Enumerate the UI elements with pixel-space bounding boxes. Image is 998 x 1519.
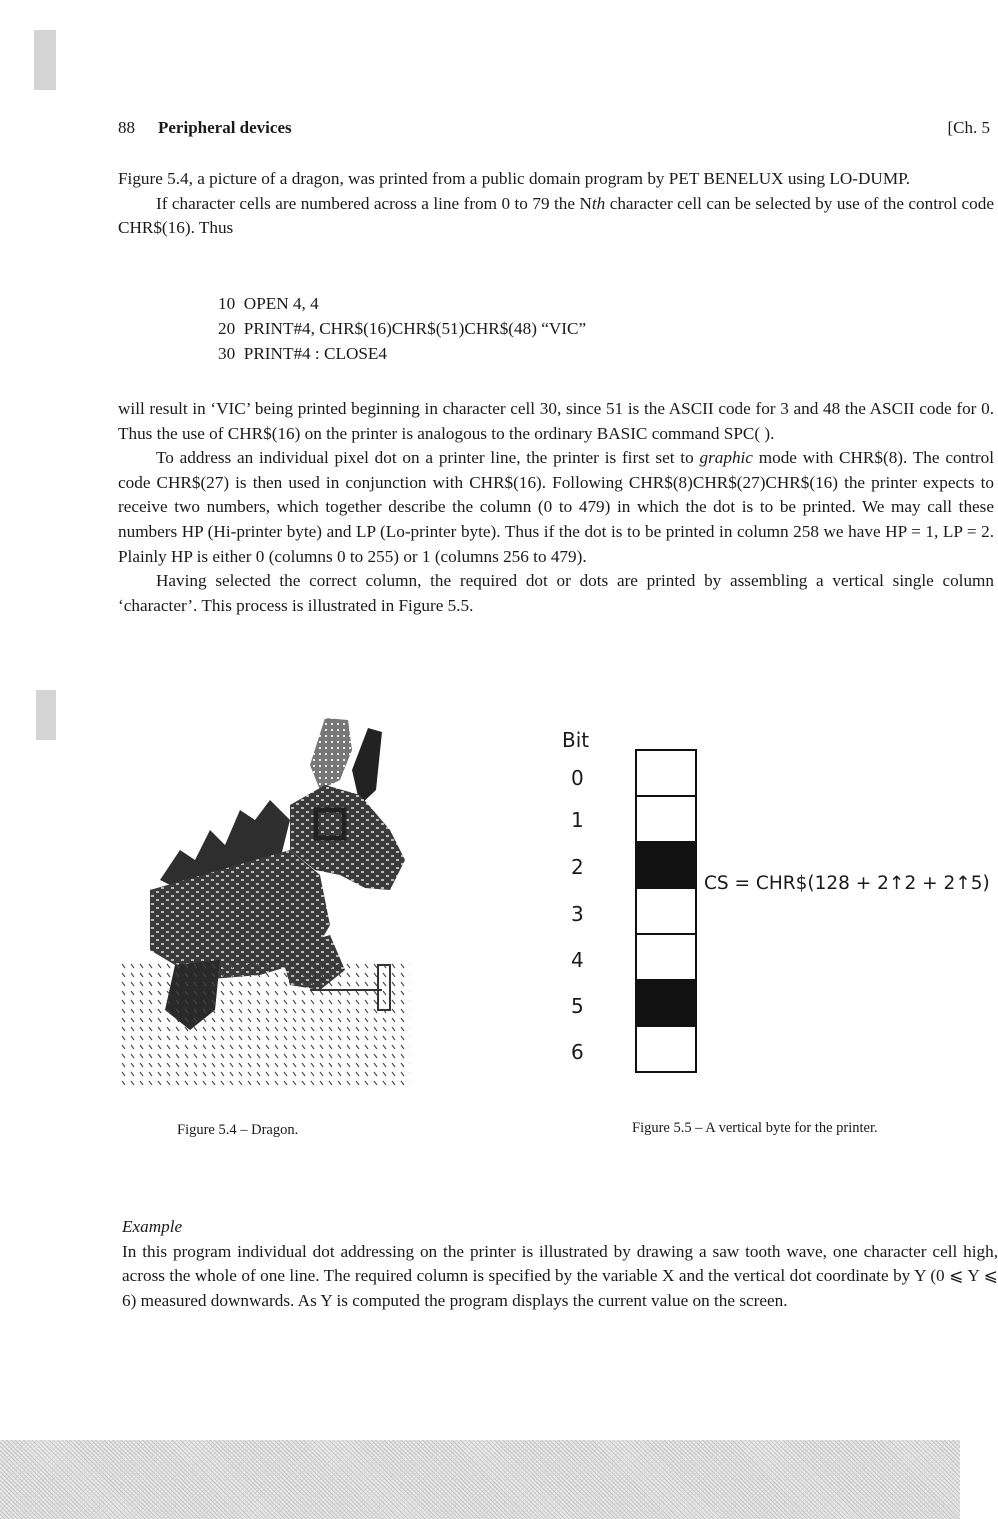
paragraph-4-emphasis: graphic [699,448,753,468]
dragon-horn [310,718,352,790]
paragraph-1: Figure 5.4, a picture of a dragon, was printed from a public domain program by PET BENELUX using LO-DUMP. [118,169,911,188]
page-number: 88 [118,118,135,137]
bit-cell-2 [636,842,696,888]
paragraph-2 [118,192,994,241]
bit-cell-4 [636,934,696,980]
cs-formula: CS = CHR$(128 + 2↑2 + 2↑5) [704,873,990,894]
paragraph-2-text: If character cells are numbered across a line from 0 to 79 the N [156,193,592,213]
bit-cell-0 [636,750,696,796]
dragon-figure [120,710,420,1085]
code-line: 20 PRINT#4, CHR$(16)CHR$(51)CHR$(48) “VIC” [218,318,587,338]
intro-text [118,167,994,241]
dragon-ground [120,960,410,1085]
bit-cell-6 [636,1026,696,1072]
dragon-horn [352,728,382,805]
paragraph-2-text-end: character cell can be selected by use of the control code CHR$(16). Thus [118,193,995,238]
bit-header: Bit [562,728,590,752]
vertical-byte-diagram [634,748,700,1082]
section-title: Peripheral devices [158,118,292,137]
scan-artifact [36,690,56,740]
code-line: 30 PRINT#4 : CLOSE4 [218,343,388,363]
paragraph-4-text: To address an individual pixel dot on a printer line, the printer is first set to [156,448,700,468]
scan-artifact [34,30,56,90]
example-text: In this program individual dot addressing on the printer is illustrated by drawing a saw tooth wave, one character cell high, across the whole of one line. The required column is specified by the variable X and the vertical dot coordinate by Y (0 ⩽ Y ⩽ 6) measured downwards. As Y is computed the program displays the current value on the screen. [122,1241,998,1310]
chapter-label: [Ch. 5 [947,118,990,137]
bit-label: 1 [571,808,584,832]
bit-label: 4 [571,948,584,972]
bit-label: 5 [571,994,584,1018]
bit-cell-1 [636,796,696,842]
paragraph-4 [118,446,994,569]
paragraph-5: Having selected the correct column, the required dot or dots are printed by assembling a vertical single column ‘character’. This process is illustrated in Figure 5.5. [118,571,994,615]
page-header [118,118,990,142]
bit-cell-5 [636,980,696,1026]
scan-artifact [0,1440,960,1519]
bit-label: 0 [571,766,584,790]
paragraph-4-text-end: mode with CHR$(8). The control code CHR$(27) is then used in conjunction with CHR$(16). Following CHR$(8)CHR$(27)CHR$(16) the printer expects to receive two numbers, which together describe the column (0 to 479) in which the dot is to be printed. We may call these numbers HP (Hi-printer byte) and LP (Lo-printer byte). Thus if the dot is to be printed in column 258 we have HP = 1, LP = 2. Plainly HP is either 0 (columns 0 to 255) or 1 (columns 256 to 479). [118,448,994,566]
example-section [122,1215,998,1313]
bit-label: 3 [571,902,584,926]
example-heading: Example [122,1217,183,1236]
bit-cell-3 [636,888,696,934]
bit-label: 2 [571,855,584,879]
main-text [118,397,994,618]
code-listing [218,292,586,366]
figure-5-5-caption: Figure 5.5 – A vertical byte for the printer. [632,1120,878,1136]
code-line: 10 OPEN 4, 4 [218,294,319,313]
paragraph-3: will result in ‘VIC’ being printed beginning in character cell 30, since 51 is the ASCII code for 3 and 48 the ASCII code for 0. Thus the use of CHR$(16) on the printer is analogous to the ordinary BASIC command SPC( ). [118,399,994,443]
paragraph-2-emphasis: th [591,193,606,213]
figure-5-4-caption: Figure 5.4 – Dragon. [177,1122,299,1138]
bit-label: 6 [571,1040,584,1064]
